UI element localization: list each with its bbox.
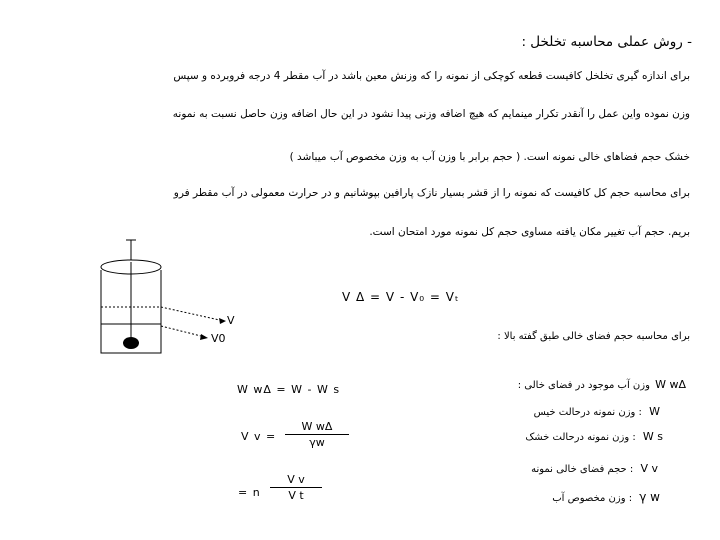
legend-text: : وزن نمونه درحالت خشک [525, 432, 636, 443]
label-v0: V0 [211, 332, 226, 345]
legend-text: وزن آب موجود در فضای خالی : [517, 380, 650, 391]
n-numerator: V v [287, 473, 305, 486]
paragraph-line: برای اندازه گیری تخلخل کافیست قطعه کوچکی از نمونه را که وزنش معین باشد در آب مقطر 4 درجه فروبرده و سپس [173, 70, 690, 82]
legend-row [525, 430, 663, 443]
legend-symbol: W s [642, 430, 663, 443]
vv-fraction [285, 420, 349, 449]
arrow-v0-head [200, 334, 208, 340]
arrow-v-line [161, 307, 224, 321]
legend-row [534, 405, 660, 418]
vv-left: V v = [241, 430, 277, 443]
label-v: V [227, 314, 235, 327]
legend-symbol: V v [640, 462, 658, 475]
volume-equation: V Δ = V - V₀ = Vₜ [342, 290, 460, 304]
arrow-v0-line [161, 326, 205, 337]
legend-symbol: W [649, 405, 660, 418]
vv-denominator: γw [309, 436, 325, 449]
paragraph-line: خشک حجم فضاهای خالی نمونه است. ( حجم برابر با وزن آب به وزن مخصوص آب میباشد ) [289, 151, 690, 163]
n-left: = n [238, 486, 261, 499]
legend-symbol: W wΔ [655, 378, 686, 391]
n-fraction-bar [270, 487, 322, 488]
paragraph-line: وزن نموده واین عمل را آنقدر تکرار مینمایم که هیچ اضافه وزنی پیدا نشود در این حال اضافه وزن حاصل نسبت به نمونه [172, 108, 690, 120]
vv-numerator: W wΔ [301, 420, 333, 433]
paragraph-line: بریم. حجم آب تغییر مکان یافته مساوی حجم کل نمونه مورد امتحان است. [369, 226, 690, 238]
legend-row [518, 378, 686, 391]
calc-note: برای محاسبه حجم فضای خالی طبق گفته بالا : [497, 331, 690, 342]
legend-row [531, 462, 658, 475]
legend-symbol: γ w [639, 490, 660, 504]
arrow-v-head [219, 318, 226, 324]
page-title: - روش عملی محاسبه تخلخل : [521, 34, 692, 50]
legend-text: : وزن نمونه درحالت خیس [533, 407, 642, 418]
sample-blob [123, 337, 139, 349]
weight-equation: W wΔ = W - W s [237, 383, 341, 396]
legend-text: : حجم فضای خالی نمونه [531, 464, 634, 475]
paragraph-line: برای محاسبه حجم کل کافیست که نمونه را از قشر بسیار نازک پارافین بپوشانیم و در حرارت معمولی در آب مقطر فرو [173, 187, 690, 199]
legend-row [552, 490, 660, 504]
vv-fraction-bar [285, 434, 349, 435]
n-fraction [270, 473, 322, 502]
n-denominator: V t [288, 489, 304, 502]
legend-text: : وزن مخصوص آب [552, 493, 633, 504]
